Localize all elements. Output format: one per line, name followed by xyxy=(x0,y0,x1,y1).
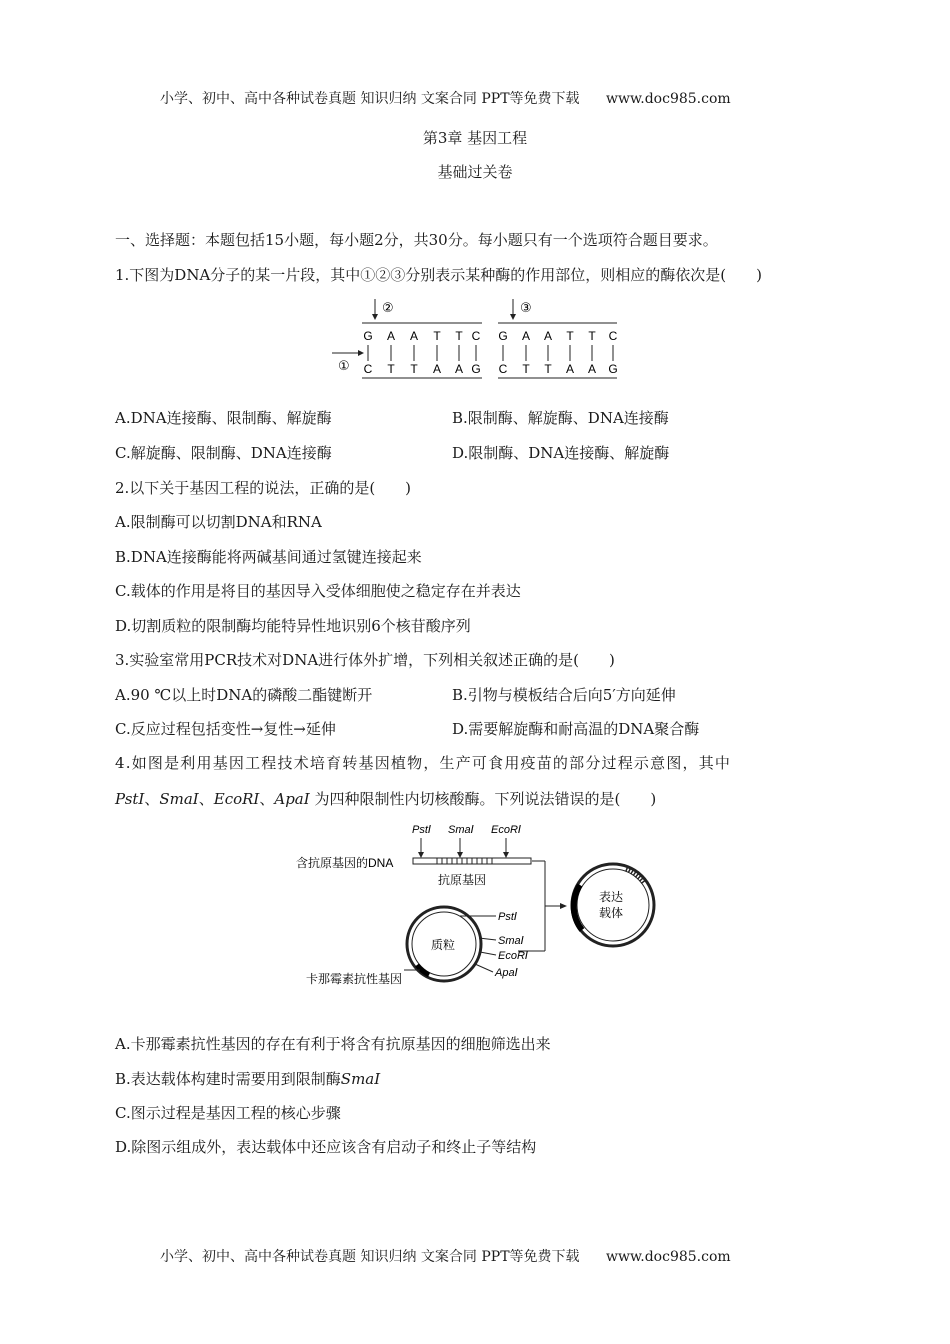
bottom-base: A xyxy=(587,362,597,376)
q4-stem-line2 xyxy=(115,788,656,809)
q4-option-b-enzyme: SmaⅠ xyxy=(340,1070,381,1088)
top-base: A xyxy=(543,329,553,343)
vector-label-2: 载体 xyxy=(599,906,624,920)
enzyme-sma: SmaⅠ xyxy=(159,790,199,808)
separator: 、 xyxy=(259,790,275,808)
q2-option-b: B.DNA连接酶能将两碱基间通过氢键连接起来 xyxy=(115,548,422,566)
bottom-base: A xyxy=(432,362,442,376)
dna-fragment-figure xyxy=(330,296,630,381)
q4-option-d: D.除图示组成外，表达载体中还应该含有启动子和终止子等结构 xyxy=(115,1138,537,1156)
top-base: A xyxy=(409,329,419,343)
top-base: T xyxy=(455,329,463,343)
bottom-base: T xyxy=(410,362,418,376)
top-base: C xyxy=(608,329,618,343)
subtitle: 基础过关卷 xyxy=(437,163,513,181)
top-base: T xyxy=(566,329,574,343)
footer-url: www.doc985.com xyxy=(605,1249,731,1265)
dna-label: 含抗原基因的DNA xyxy=(296,856,394,870)
mark-3: ③ xyxy=(520,300,532,315)
mark-1: ① xyxy=(338,358,350,373)
top-base: C xyxy=(471,329,481,343)
q2-stem: 2.以下关于基因工程的说法，正确的是( ) xyxy=(115,479,412,497)
fig-enzyme-pst: PstⅠ xyxy=(412,824,432,836)
enzyme-ecor: EcoRⅠ xyxy=(213,790,260,808)
q1-option-c: C.解旋酶、限制酶、DNA连接酶 xyxy=(115,444,332,462)
bottom-base: A xyxy=(565,362,575,376)
q4-stem-line1: 4.如图是利用基因工程技术培育转基因植物，生产可食用疫苗的部分过程示意图，其中 xyxy=(115,754,732,772)
q1-option-b: B.限制酶、解旋酶、DNA连接酶 xyxy=(452,409,669,427)
chapter-title: 第3章 基因工程 xyxy=(422,129,528,147)
plasmid-enzyme-ecor: EcoRⅠ xyxy=(498,950,529,962)
plasmid-enzyme-apa: ApaⅠ xyxy=(495,967,518,979)
top-base: T xyxy=(588,329,596,343)
bottom-base: T xyxy=(387,362,395,376)
separator: 、 xyxy=(144,790,160,808)
fig-enzyme-sma: SmaⅠ xyxy=(448,824,474,836)
q3-option-a: A.90 ℃以上时DNA的磷酸二酯键断开 xyxy=(115,686,373,704)
header-text: 小学、初中、高中各种试卷真题 知识归纳 文案合同 PPT等免费下载 xyxy=(160,91,580,107)
q3-option-d: D.需要解旋酶和耐高温的DNA聚合酶 xyxy=(452,720,700,738)
q1-option-d: D.限制酶、DNA连接酶、解旋酶 xyxy=(452,444,670,462)
q4-option-b-text: B.表达载体构建时需要用到限制酶 xyxy=(115,1070,341,1088)
q4-stem-rest: 为四种限制性内切核酸酶。下列说法错误的是( ) xyxy=(314,790,657,808)
separator: 、 xyxy=(198,790,214,808)
fig-enzyme-ecor: EcoRⅠ xyxy=(491,824,522,836)
q1-stem: 1.下图为DNA分子的某一片段，其中①②③分别表示某种酶的作用部位，则相应的酶依次是( ) xyxy=(115,266,763,284)
mark-2: ② xyxy=(382,300,394,315)
page-header xyxy=(160,88,731,108)
top-base: T xyxy=(433,329,441,343)
section-intro: 一、选择题：本题包括15小题，每小题2分，共30分。每小题只有一个选项符合题目要求。 xyxy=(115,231,718,249)
expression-vector-figure xyxy=(292,818,668,990)
q3-stem: 3.实验室常用PCR技术对DNA进行体外扩增，下列相关叙述正确的是( ) xyxy=(115,651,615,669)
plasmid-label: 质粒 xyxy=(431,938,456,952)
q4-option-b xyxy=(115,1068,380,1089)
plasmid-enzyme-pst: PstⅠ xyxy=(498,911,518,923)
top-base: G xyxy=(363,329,373,343)
q2-option-a: A.限制酶可以切割DNA和RNA xyxy=(115,513,322,531)
q3-option-b: B.引物与模板结合后向5′方向延伸 xyxy=(452,686,676,704)
top-base: G xyxy=(498,329,508,343)
bottom-base: G xyxy=(608,362,618,376)
q4-option-c: C.图示过程是基因工程的核心步骤 xyxy=(115,1104,341,1122)
q4-option-a: A.卡那霉素抗性基因的存在有利于将含有抗原基因的细胞筛选出来 xyxy=(115,1035,551,1053)
plasmid-enzyme-sma: SmaⅠ xyxy=(498,935,524,947)
top-base: A xyxy=(386,329,396,343)
top-base: A xyxy=(521,329,531,343)
bottom-base: C xyxy=(363,362,373,376)
bottom-base: G xyxy=(471,362,481,376)
q1-option-a: A.DNA连接酶、限制酶、解旋酶 xyxy=(115,409,332,427)
gene-label: 抗原基因 xyxy=(438,873,487,887)
footer-text: 小学、初中、高中各种试卷真题 知识归纳 文案合同 PPT等免费下载 xyxy=(160,1249,580,1265)
bottom-base: T xyxy=(522,362,530,376)
bottom-base: T xyxy=(544,362,552,376)
bottom-base: A xyxy=(454,362,464,376)
enzyme-pst: PstⅠ xyxy=(115,790,145,808)
q3-option-c: C.反应过程包括变性→复性→延伸 xyxy=(115,720,336,738)
enzyme-apa: ApaⅠ xyxy=(274,790,310,808)
page-footer xyxy=(160,1246,731,1266)
bottom-base: C xyxy=(498,362,508,376)
vector-label-1: 表达 xyxy=(599,890,624,904)
q2-option-c: C.载体的作用是将目的基因导入受体细胞使之稳定存在并表达 xyxy=(115,582,521,600)
kan-label: 卡那霉素抗性基因 xyxy=(306,972,403,986)
header-url: www.doc985.com xyxy=(605,91,731,107)
q2-option-d: D.切割质粒的限制酶均能特异性地识别6个核苷酸序列 xyxy=(115,617,471,635)
